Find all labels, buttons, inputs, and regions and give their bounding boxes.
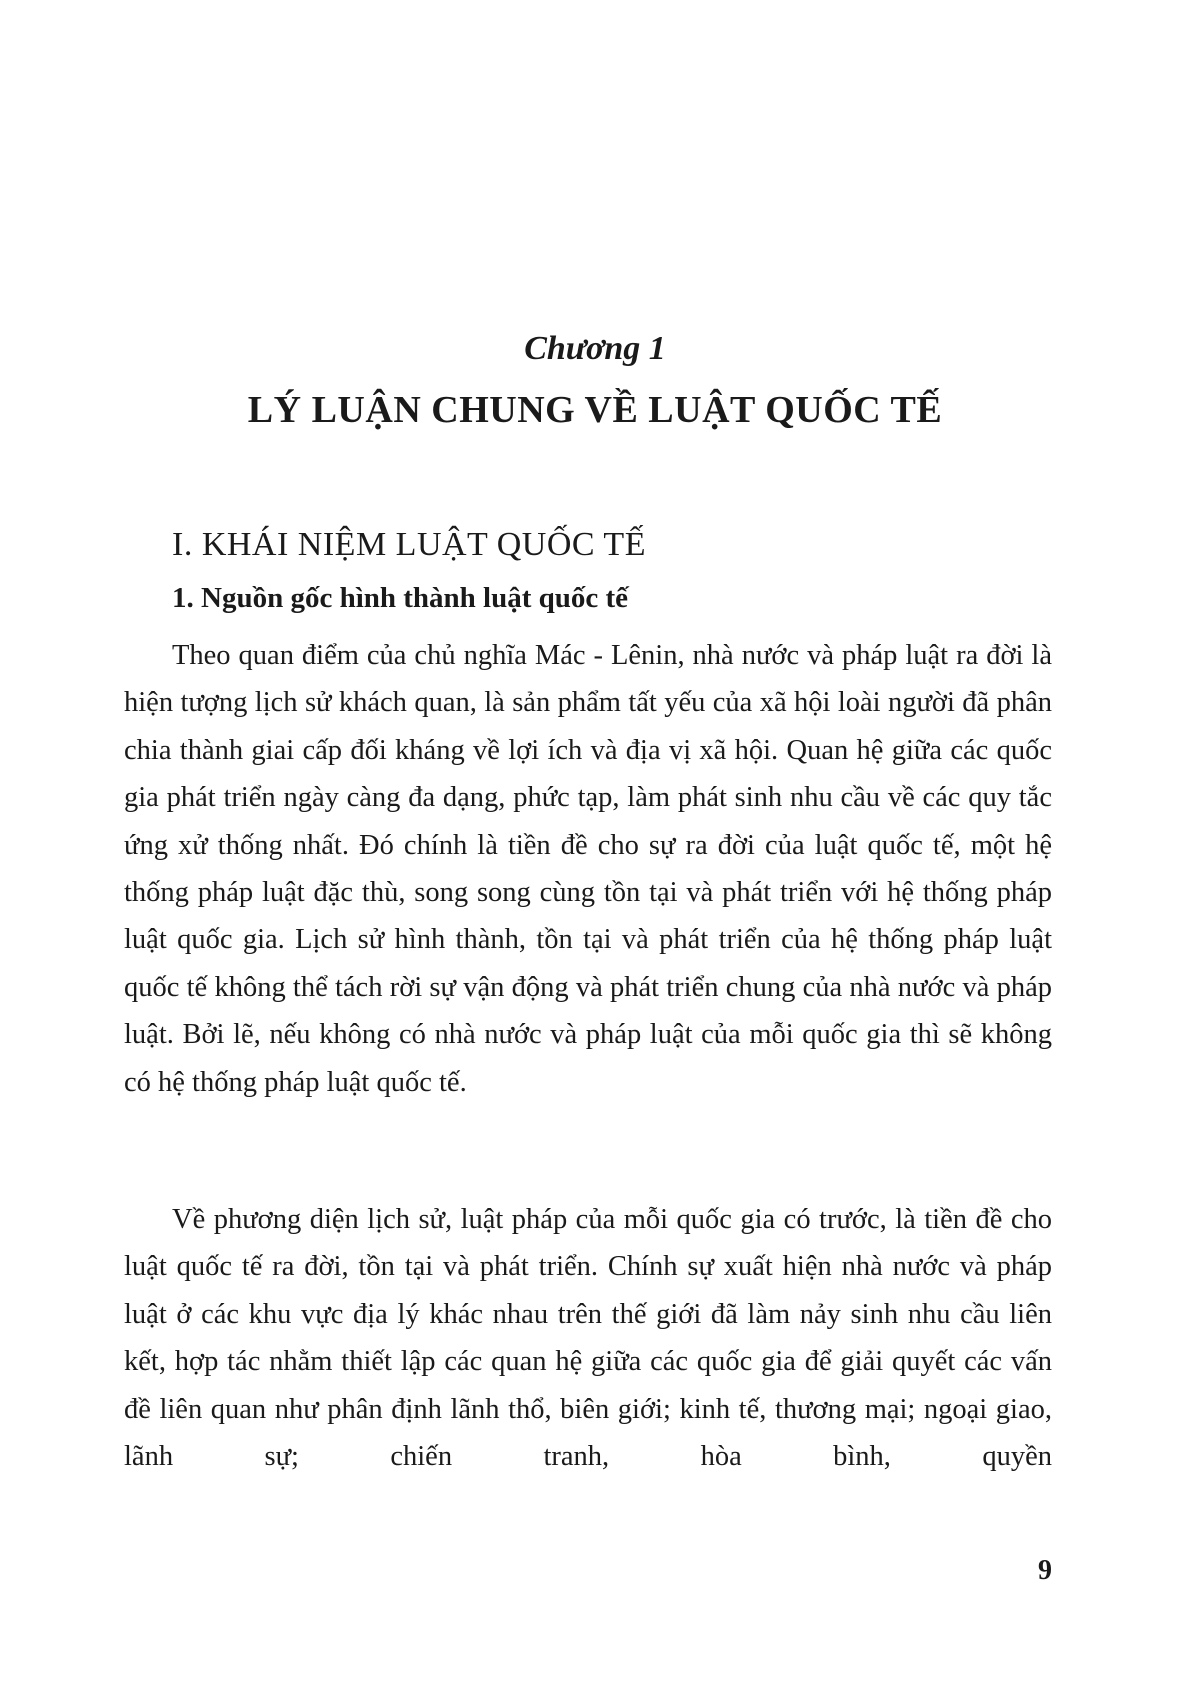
page-number: 9	[1038, 1555, 1052, 1586]
subsection-heading: 1. Nguồn gốc hình thành luật quốc tế	[172, 582, 629, 614]
chapter-number: Chương 1	[524, 330, 666, 367]
paragraph-2: Về phương diện lịch sử, luật pháp của mỗi quốc gia có trước, là tiền đề cho luật quốc tế ra đời, tồn tại và phát triển. Chính sự xuất hiện nhà nước và pháp luật ở các khu vực địa lý khác nhau trên thế giới đã làm nảy sinh nhu cầu liên kết, hợp tác nhằm thiết lập các quan hệ giữa các quốc gia để giải quyết các vấn đề liên quan như phân định lãnh thổ, biên giới; kinh tế, thương mại; ngoại giao, lãnh sự; chiến tranh, hòa bình, quyền	[124, 1204, 1052, 1473]
section-heading: I. KHÁI NIỆM LUẬT QUỐC TẾ	[172, 526, 646, 563]
paragraph-1: Theo quan điểm của chủ nghĩa Mác - Lênin, nhà nước và pháp luật ra đời là hiện tượng lịch sử khách quan, là sản phẩm tất yếu của xã hội loài người đã phân chia thành giai cấp đối kháng về lợi ích và địa vị xã hội. Quan hệ giữa các quốc gia phát triển ngày càng đa dạng, phức tạp, làm phát sinh nhu cầu về các quy tắc ứng xử thống nhất. Đó chính là tiền đề cho sự ra đời của luật quốc tế, một hệ thống pháp luật đặc thù, song song cùng tồn tại và phát triển với hệ thống pháp luật quốc gia. Lịch sử hình thành, tồn tại và phát triển của hệ thống pháp luật quốc tế không thể tách rời sự vận động và phát triển chung của nhà nước và pháp luật. Bởi lẽ, nếu không có nhà nước và pháp luật của mỗi quốc gia thì sẽ không có hệ thống pháp luật quốc tế.	[124, 640, 1052, 1098]
chapter-title: LÝ LUẬN CHUNG VỀ LUẬT QUỐC TẾ	[247, 389, 943, 431]
